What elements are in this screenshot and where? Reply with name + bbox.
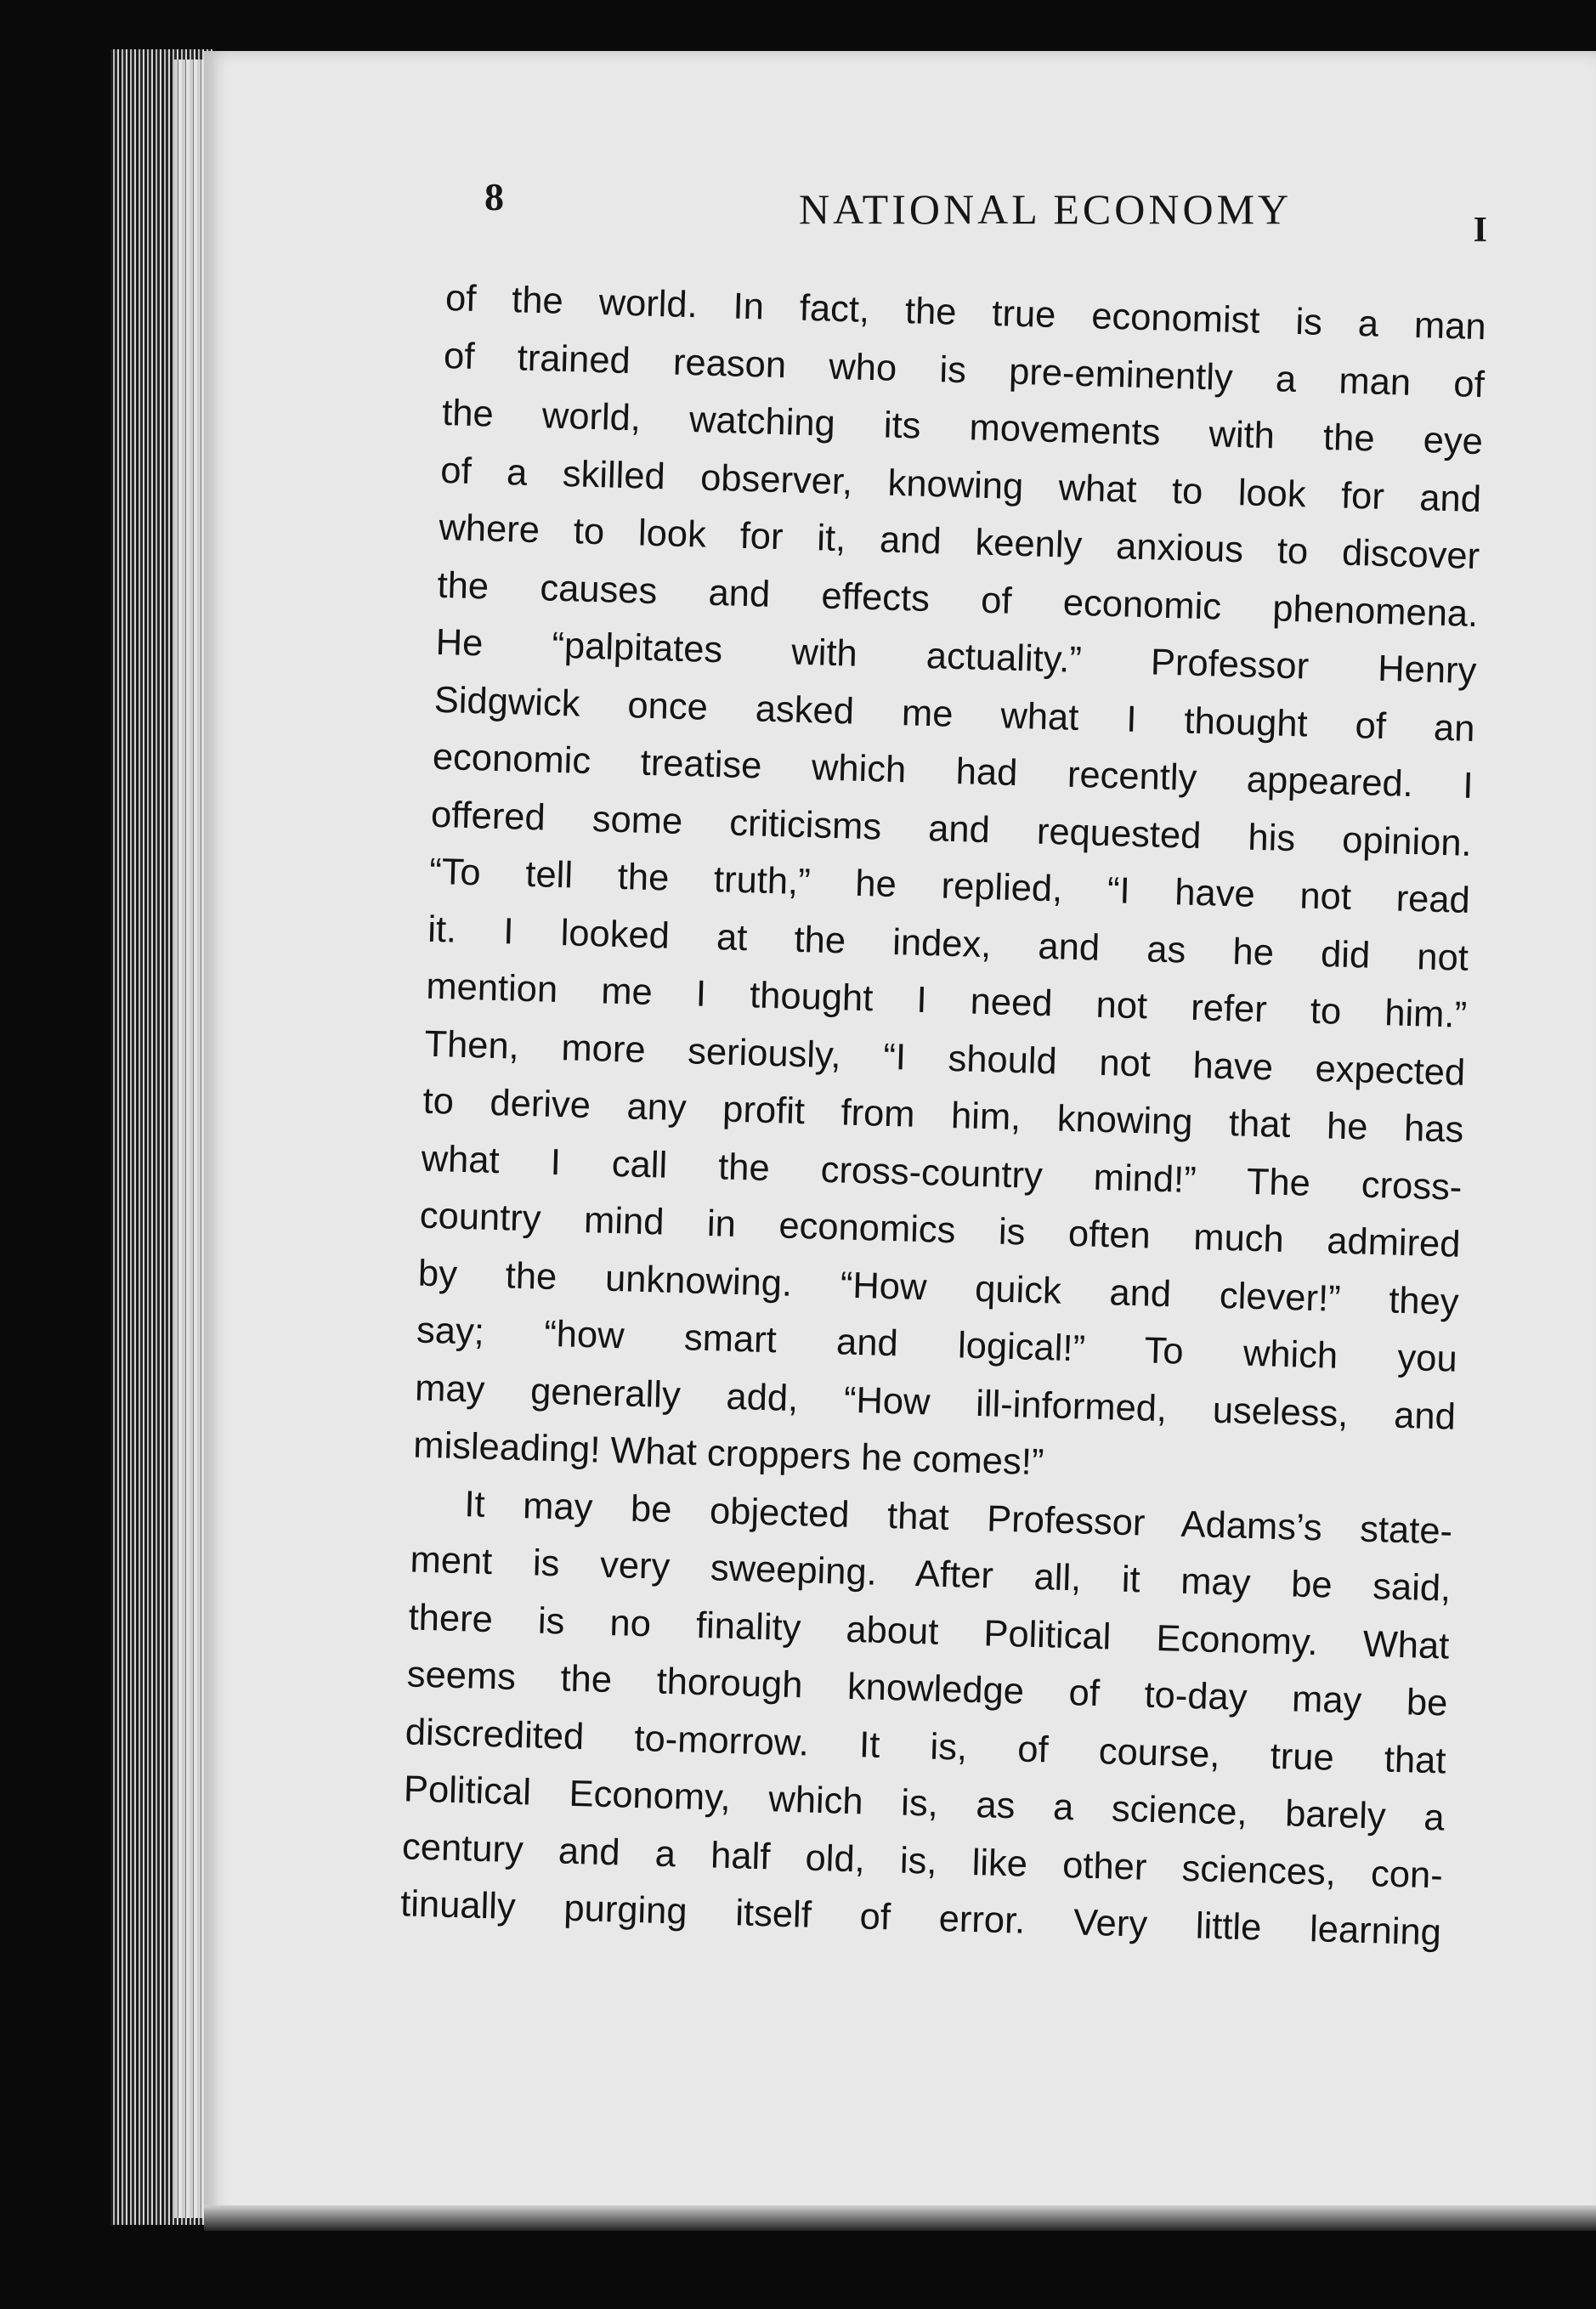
paragraph-2 — [399, 1474, 1453, 1962]
text-line: may generally add, “How ill-informed, useless, and — [414, 1367, 1457, 1438]
text-line: misleading! What croppers he comes!” — [412, 1424, 1044, 1484]
text-line: tinually purging itself of error. Very little learning — [399, 1883, 1442, 1954]
text-line: mention me I thought I need not refer to him.” — [425, 965, 1468, 1036]
text-line: of the world. In fact, the true economist is a man — [444, 277, 1487, 348]
text-line: It may be objected that Professor Adams’s state- — [463, 1483, 1453, 1553]
page-number: 8 — [484, 175, 504, 218]
text-line: what I call the cross-country mind!” The cross- — [421, 1138, 1463, 1208]
text-line: of trained reason who is pre-eminently a man of — [443, 335, 1486, 405]
text-line: country mind in economics is often much admired — [419, 1195, 1462, 1265]
text-line: Political Economy, which is, as a science, barely a — [403, 1769, 1446, 1839]
text-line: century and a half old, is, like other sciences, con- — [401, 1825, 1444, 1896]
text-line: it. I looked at the index, and as he did not — [427, 908, 1469, 979]
text-line: He “palpitates with actuality.” Professor Henry — [435, 621, 1477, 693]
text-line: the world, watching its movements with the eye — [441, 392, 1484, 463]
text-line: there is no finality about Political Economy. What — [408, 1596, 1450, 1667]
running-head — [280, 174, 1504, 251]
text-line: discredited to-morrow. It is, of course, true that — [405, 1711, 1447, 1782]
text-line: economic treatise which had recently appeared. I — [432, 736, 1474, 806]
text-line: the causes and effects of economic phenomena. — [436, 564, 1479, 635]
text-line: seems the thorough knowledge of to-day may be — [406, 1654, 1449, 1724]
text-line: to derive any profit from him, knowing that he has — [422, 1080, 1464, 1151]
body-text — [399, 270, 1486, 1962]
text-line: say; “how smart and logical!” To which you — [416, 1310, 1458, 1380]
text-line: Sidgwick once asked me what I thought of an — [433, 679, 1476, 750]
text-line: ment is very sweeping. After all, it may be said, — [409, 1539, 1452, 1610]
running-title: NATIONAL ECONOMY — [799, 185, 1293, 233]
text-line: offered some criticisms and requested his opinion. — [430, 794, 1473, 864]
chapter-numeral: I — [1473, 211, 1487, 250]
text-line: by the unknowing. “How quick and clever!” they — [417, 1253, 1460, 1323]
paragraph-1 — [412, 270, 1486, 1503]
text-line: where to look for it, and keenly anxious to discover — [438, 507, 1480, 578]
text-line: Then, more seriously, “I should not have expected — [423, 1023, 1466, 1094]
text-line: “To tell the truth,” he replied, “I have not read — [428, 851, 1471, 921]
text-line: of a skilled observer, knowing what to look for and — [439, 450, 1482, 520]
page-bottom-shadow — [204, 2205, 1596, 2231]
